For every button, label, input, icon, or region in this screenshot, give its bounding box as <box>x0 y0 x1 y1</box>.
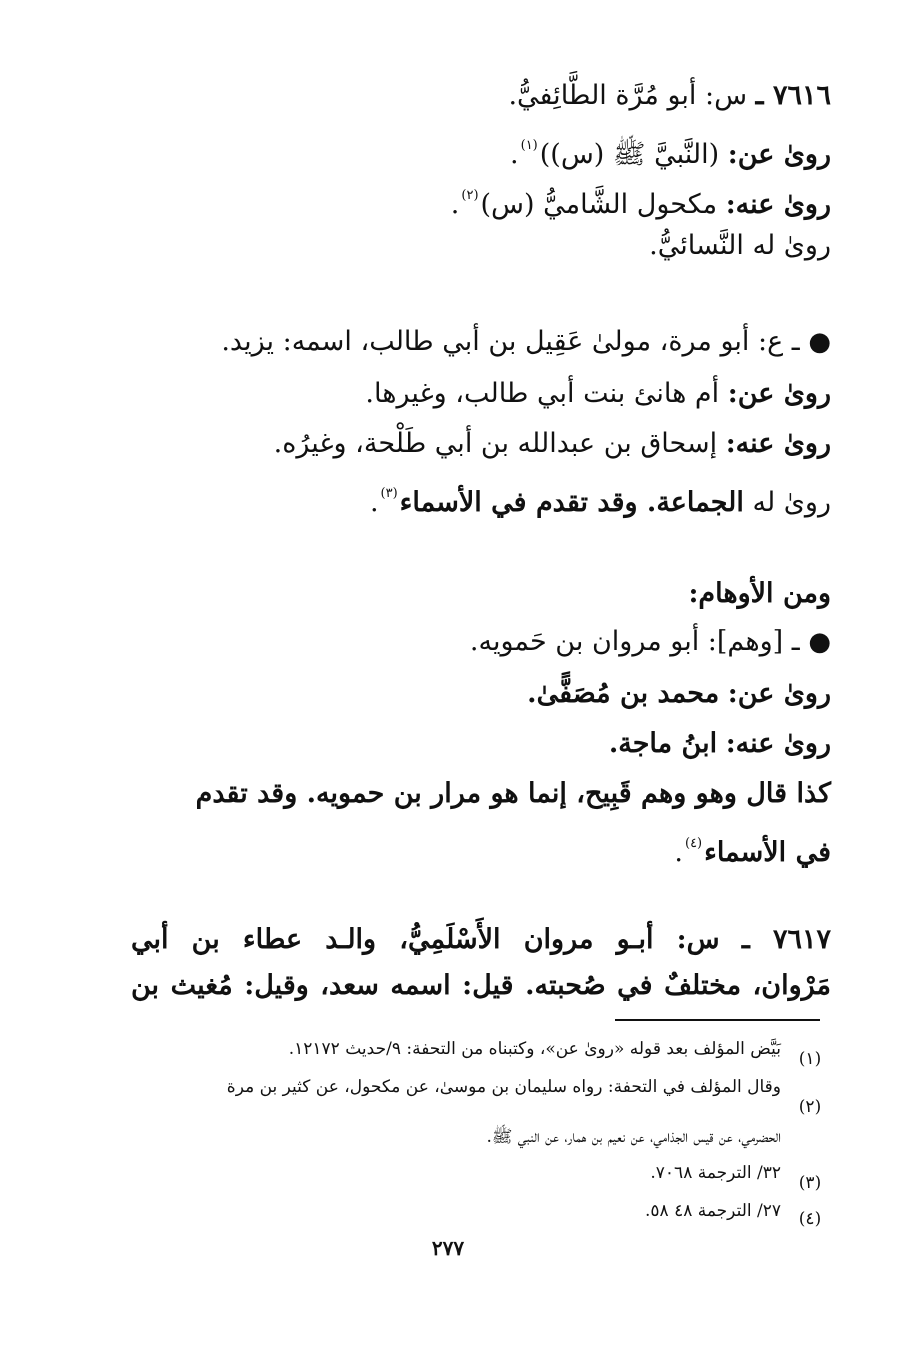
footnote-1-number: (١) <box>798 1049 822 1069</box>
bullet-icon: ● <box>808 327 831 357</box>
rawa-anhu-text: إسحاق بن عبدالله بن أبي طَلْحة، وغيرُه. <box>273 428 718 459</box>
footnote-3-number: (٣) <box>798 1173 822 1193</box>
footnote-2-number: (٢) <box>798 1097 822 1117</box>
entry-number: ٧٦١٧ ـ <box>741 924 831 955</box>
bullet-icon: ● <box>808 627 831 657</box>
entry-ayn-rawa-an <box>131 374 831 414</box>
label-rawa-an: روىٰ عن: <box>727 378 831 409</box>
awham-rawa-an <box>131 674 831 714</box>
entry-7616-rawa-lahu: روىٰ له النَّسائيُّ. <box>649 230 831 261</box>
awham-entry-heading <box>131 622 831 662</box>
footnote-ref-2: (٢) <box>461 188 479 203</box>
footnote-1-text: بَيَّض المؤلف بعد قوله «روىٰ عن»، وكتبناه من التحفة: ٩/حديث ١٢١٧٢. <box>288 1039 781 1059</box>
entry-7616-heading <box>131 76 831 116</box>
footnote-2-text-line1: وقال المؤلف في التحفة: رواه سليمان بن موسىٰ، عن مكحول، عن كثير بن مرة <box>226 1077 781 1097</box>
footnote-divider <box>615 1019 820 1021</box>
awham-entry-heading-text: ـ [وهم]: أبو مروان بن حَمويه. <box>469 626 800 657</box>
rawa-anhu-text: ابنُ ماجة. <box>608 728 718 759</box>
page-number: ٢٧٧ <box>431 1236 465 1260</box>
awham-rawa-anhu <box>131 724 831 764</box>
entry-7617-heading <box>131 920 831 960</box>
footnote-3-text: ٣٢/ الترجمة ٧٠٦٨. <box>650 1163 781 1183</box>
entry-heading-text: س: أبو مُرَّة الطَّائِفيُّ. <box>508 80 748 111</box>
label-rawa-anhu: روىٰ عنه: <box>725 728 831 759</box>
awham-heading: ومن الأوهام: <box>688 578 831 609</box>
footnote-4-text: ٢٧/ الترجمة ٤٨ ٥٨. <box>644 1201 781 1221</box>
rawa-lahu-text: الجماعة. وقد تقدم في الأسماء <box>399 487 744 518</box>
footnote-ref-1: (١) <box>520 138 538 153</box>
rawa-an-text: (النَّبيَّ ﷺ (س)) <box>539 139 720 170</box>
rawa-an-text: أم هانئ بنت أبي طالب، وغيرها. <box>365 378 720 409</box>
entry-ayn-heading-text: ـ ع: أبو مرة، مولىٰ عَقِيل بن أبي طالب، اسمه: يزيد. <box>221 326 800 357</box>
footnote-ref-4: (٤) <box>684 836 703 851</box>
entry-7616-rawa-anhu: روىٰ عنه: مكحول الشَّاميُّ (س)$^{(٢)}$. <box>450 188 831 220</box>
rawa-lahu-label: روىٰ له <box>752 487 831 518</box>
entry-heading-text: س: أبـو مروان الأَسْلَمِيُّ، والـد عطاء بن أبي <box>131 924 720 955</box>
footnote-2-text-line2: الحضرمي، عن قيس الجذامي، عن نعيم بن همار، عن النبي ﷺ. <box>486 1127 781 1147</box>
awham-note-line2: في الأسماء$^{(٤)}$. <box>674 836 831 868</box>
rawa-an-text: محمد بن مُصَفًّىٰ. <box>527 678 720 709</box>
footnote-ref-3: (٣) <box>380 486 398 501</box>
label-rawa-an: روىٰ عن: <box>727 139 831 170</box>
entry-ayn-rawa-lahu: روىٰ له الجماعة. وقد تقدم في الأسماء$^{(٣)}$. <box>369 486 831 518</box>
entry-number: ٧٦١٦ ـ <box>755 80 831 111</box>
rawa-anhu-text: مكحول الشَّاميُّ (س) <box>480 189 718 220</box>
label-rawa-anhu: روىٰ عنه: <box>725 428 831 459</box>
footnote-4-number: (٤) <box>798 1209 822 1229</box>
awham-note-line1: كذا قال وهو وهم قَبِيح، إنما هو مرار بن حمويه. وقد تقدم <box>195 778 831 809</box>
label-rawa-anhu: روىٰ عنه: <box>725 189 831 220</box>
entry-7616-rawa-an: روىٰ عن: (النَّبيَّ ﷺ (س))$^{(١)}$. <box>510 138 831 170</box>
entry-ayn-rawa-anhu <box>131 424 831 464</box>
label-rawa-an: روىٰ عن: <box>727 678 831 709</box>
entry-ayn-heading <box>71 322 831 362</box>
entry-7617-line2: مَرْوان، مختلفٌ في صُحبته. قيل: اسمه سعد، وقيل: مُغيث بن <box>131 970 831 1001</box>
